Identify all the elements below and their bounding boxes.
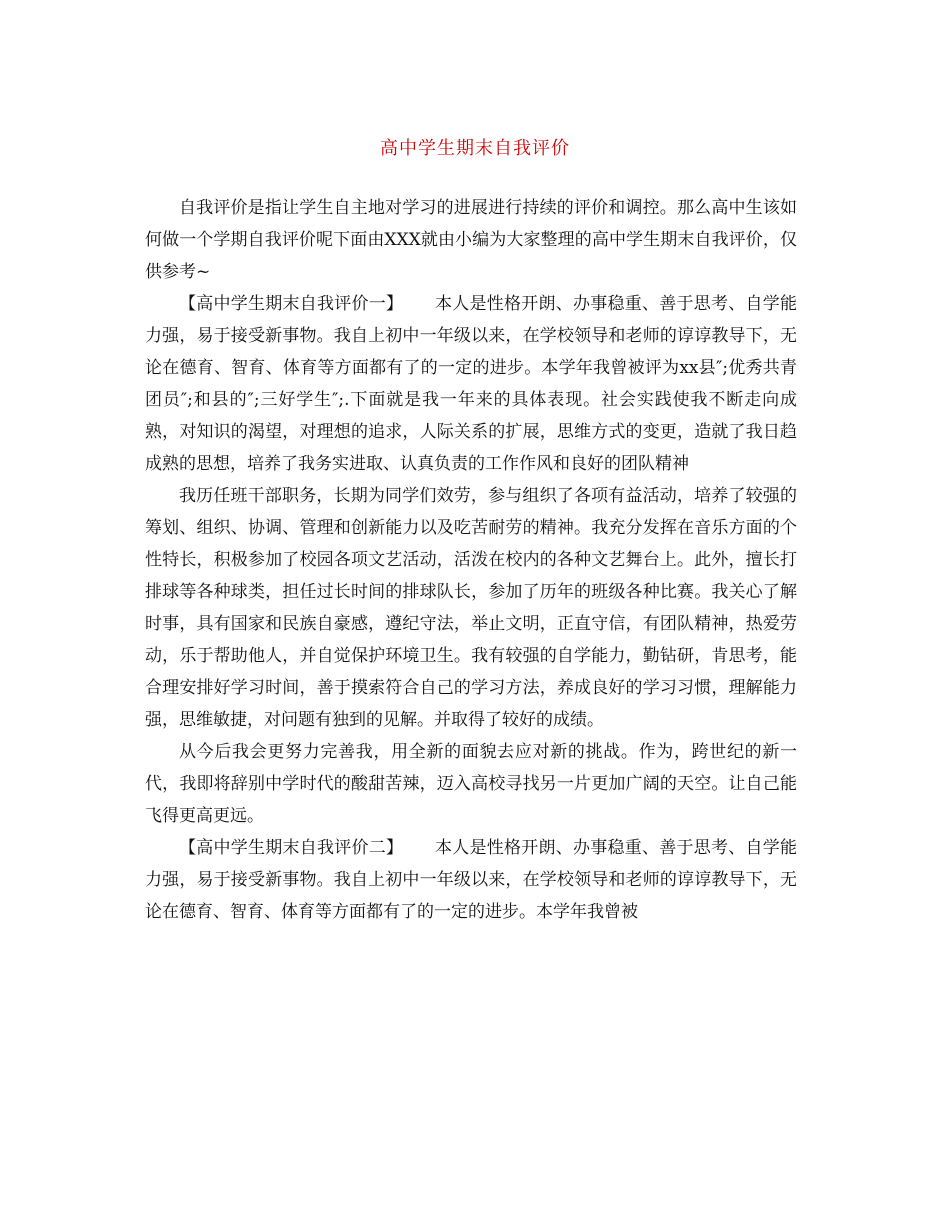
intro-paragraph: 自我评价是指让学生自主地对学习的进展进行持续的评价和调控。那么高中生该如何做一个学期自我评价呢下面由XXX就由小编为大家整理的高中学生期末自我评价，仅供参考~	[145, 198, 797, 282]
section-2-text-1: 本人是性格开朗、办事稳重、善于思考、自学能力强，易于接受新事物。我自上初中一年级以来，在学校领导和老师的谆谆教导下，无论在德育、智育、体育等方面都有了的一定的进步。本学年我曾被	[145, 838, 798, 922]
section-2-paragraph-1	[145, 832, 797, 928]
section-1-paragraph-1	[145, 288, 797, 480]
section-1-heading: 【高中学生期末自我评价一】	[179, 294, 395, 314]
document-title: 高中学生期末自我评价	[380, 138, 570, 159]
section-1-text-1: 本人是性格开朗、办事稳重、善于思考、自学能力强，易于接受新事物。我自上初中一年级以来，在学校领导和老师的谆谆教导下，无论在德育、智育、体育等方面都有了的一定的进步。本学年我曾被评为xx县″;优秀共青团员″;和县的″;三好学生″;.下面就是我一年来的具体表现。社会实践使我不断走向成熟，对知识的渴望，对理想的追求，人际关系的扩展，思维方式的变更，造就了我日趋成熟的思想，培养了我务实进取、认真负责的工作作风和良好的团队精神	[145, 294, 798, 474]
section-1-paragraph-2: 我历任班干部职务，长期为同学们效劳，参与组织了各项有益活动，培养了较强的筹划、组织、协调、管理和创新能力以及吃苦耐劳的精神。我充分发挥在音乐方面的个性特长，积极参加了校园各项文艺活动，活泼在校内的各种文艺舞台上。此外，擅长打排球等各种球类，担任过长时间的排球队长，参加了历年的班级各种比赛。我关心了解时事，具有国家和民族自豪感，遵纪守法，举止文明，正直守信，有团队精神，热爱劳动，乐于帮助他人，并自觉保护环境卫生。我有较强的自学能力，勤钻研，肯思考，能合理安排好学习时间，善于摸索符合自己的学习方法，养成良好的学习习惯，理解能力强，思维敏捷，对问题有独到的见解。并取得了较好的成绩。	[145, 486, 797, 730]
document-body	[145, 192, 797, 928]
section-1-paragraph-3: 从今后我会更努力完善我，用全新的面貌去应对新的挑战。作为，跨世纪的新一代，我即将辞别中学时代的酸甜苦辣，迈入高校寻找另一片更加广阔的天空。让自己能飞得更高更远。	[145, 742, 797, 826]
section-2-heading: 【高中学生期末自我评价二】	[179, 838, 395, 858]
